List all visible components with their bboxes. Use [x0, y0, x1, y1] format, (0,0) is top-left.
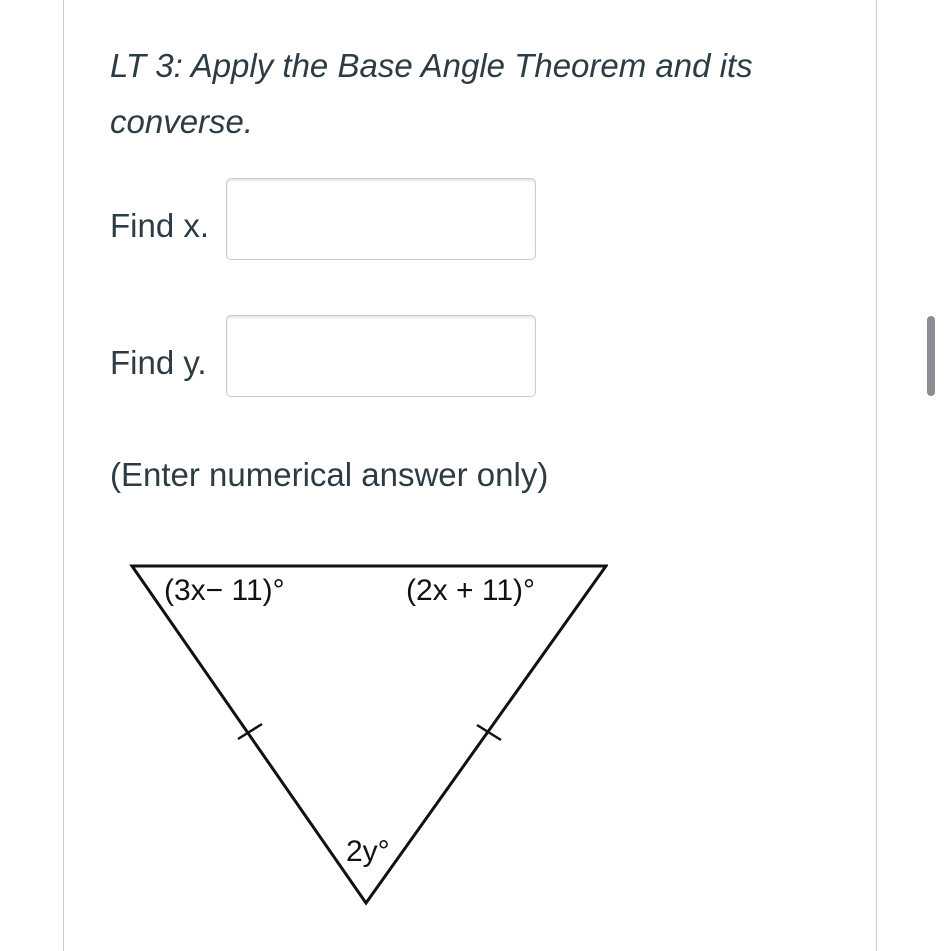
angle-label-bottom: 2y° [346, 835, 390, 868]
isosceles-triangle-figure [128, 558, 608, 908]
angle-label-top-right: (2x + 11)° [406, 574, 535, 607]
angle-label-top-left: (3x− 11)° [164, 574, 285, 607]
scrollbar-thumb[interactable] [927, 316, 935, 396]
find-y-input[interactable] [226, 315, 536, 397]
right-side-tick-mark [477, 725, 501, 740]
answer-format-note: (Enter numerical answer only) [110, 456, 549, 493]
question-title: LT 3: Apply the Base Angle Theorem and its converse. [110, 47, 753, 140]
find-y-label: Find y. [110, 344, 207, 381]
find-x-input[interactable] [226, 178, 536, 260]
find-x-label: Find x. [110, 207, 210, 244]
